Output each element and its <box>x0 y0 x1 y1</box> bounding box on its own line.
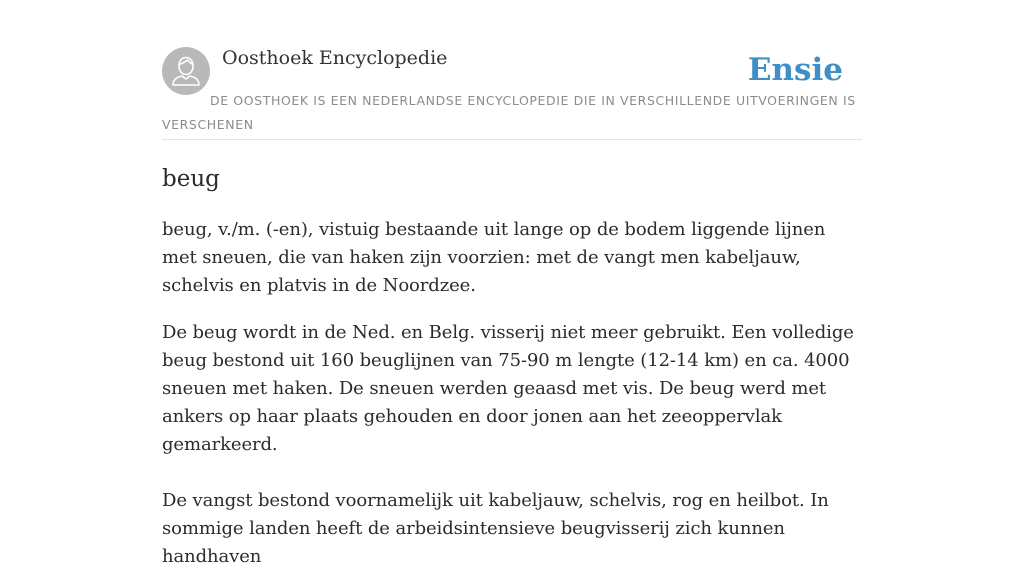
brand-logo[interactable]: Ensie <box>747 52 843 88</box>
entry-title: beug <box>162 166 220 192</box>
site-title[interactable]: Oosthoek Encyclopedie <box>222 47 448 69</box>
entry-paragraph: De vangst bestond voornamelijk uit kabeljauw, schelvis, rog en heilbot. In sommige landen heeft de arbeidsintensieve beugvisserij zich kunnen handhaven <box>162 490 829 567</box>
user-icon <box>162 47 210 95</box>
avatar[interactable] <box>162 47 210 95</box>
site-header <box>162 0 862 140</box>
entry-paragraph: De beug wordt in de Ned. en Belg. visserij niet meer gebruikt. Een volledige beug bestond uit 160 beuglijnen van 75-90 m lengte (12-14 km) en ca. 4000 sneuen met haken. De sneuen werden geaasd met vis. De beug werd met ankers op haar plaats gehouden en door jonen aan het zeeoppervlak gemarkeerd. <box>162 322 854 455</box>
entry-content <box>162 160 862 571</box>
entry-paragraph: beug, v./m. (-en), vistuig bestaande uit lange op de bodem liggende lijnen met sneuen, die van haken zijn voorzien: met de vangt men kabeljauw, schelvis en platvis in de Noordzee. <box>162 219 826 296</box>
site-tagline: DE OOSTHOEK IS EEN NEDERLANDSE ENCYCLOPEDIE DIE IN VERSCHILLENDE UITVOERINGEN IS VERSCHENEN <box>162 93 856 132</box>
